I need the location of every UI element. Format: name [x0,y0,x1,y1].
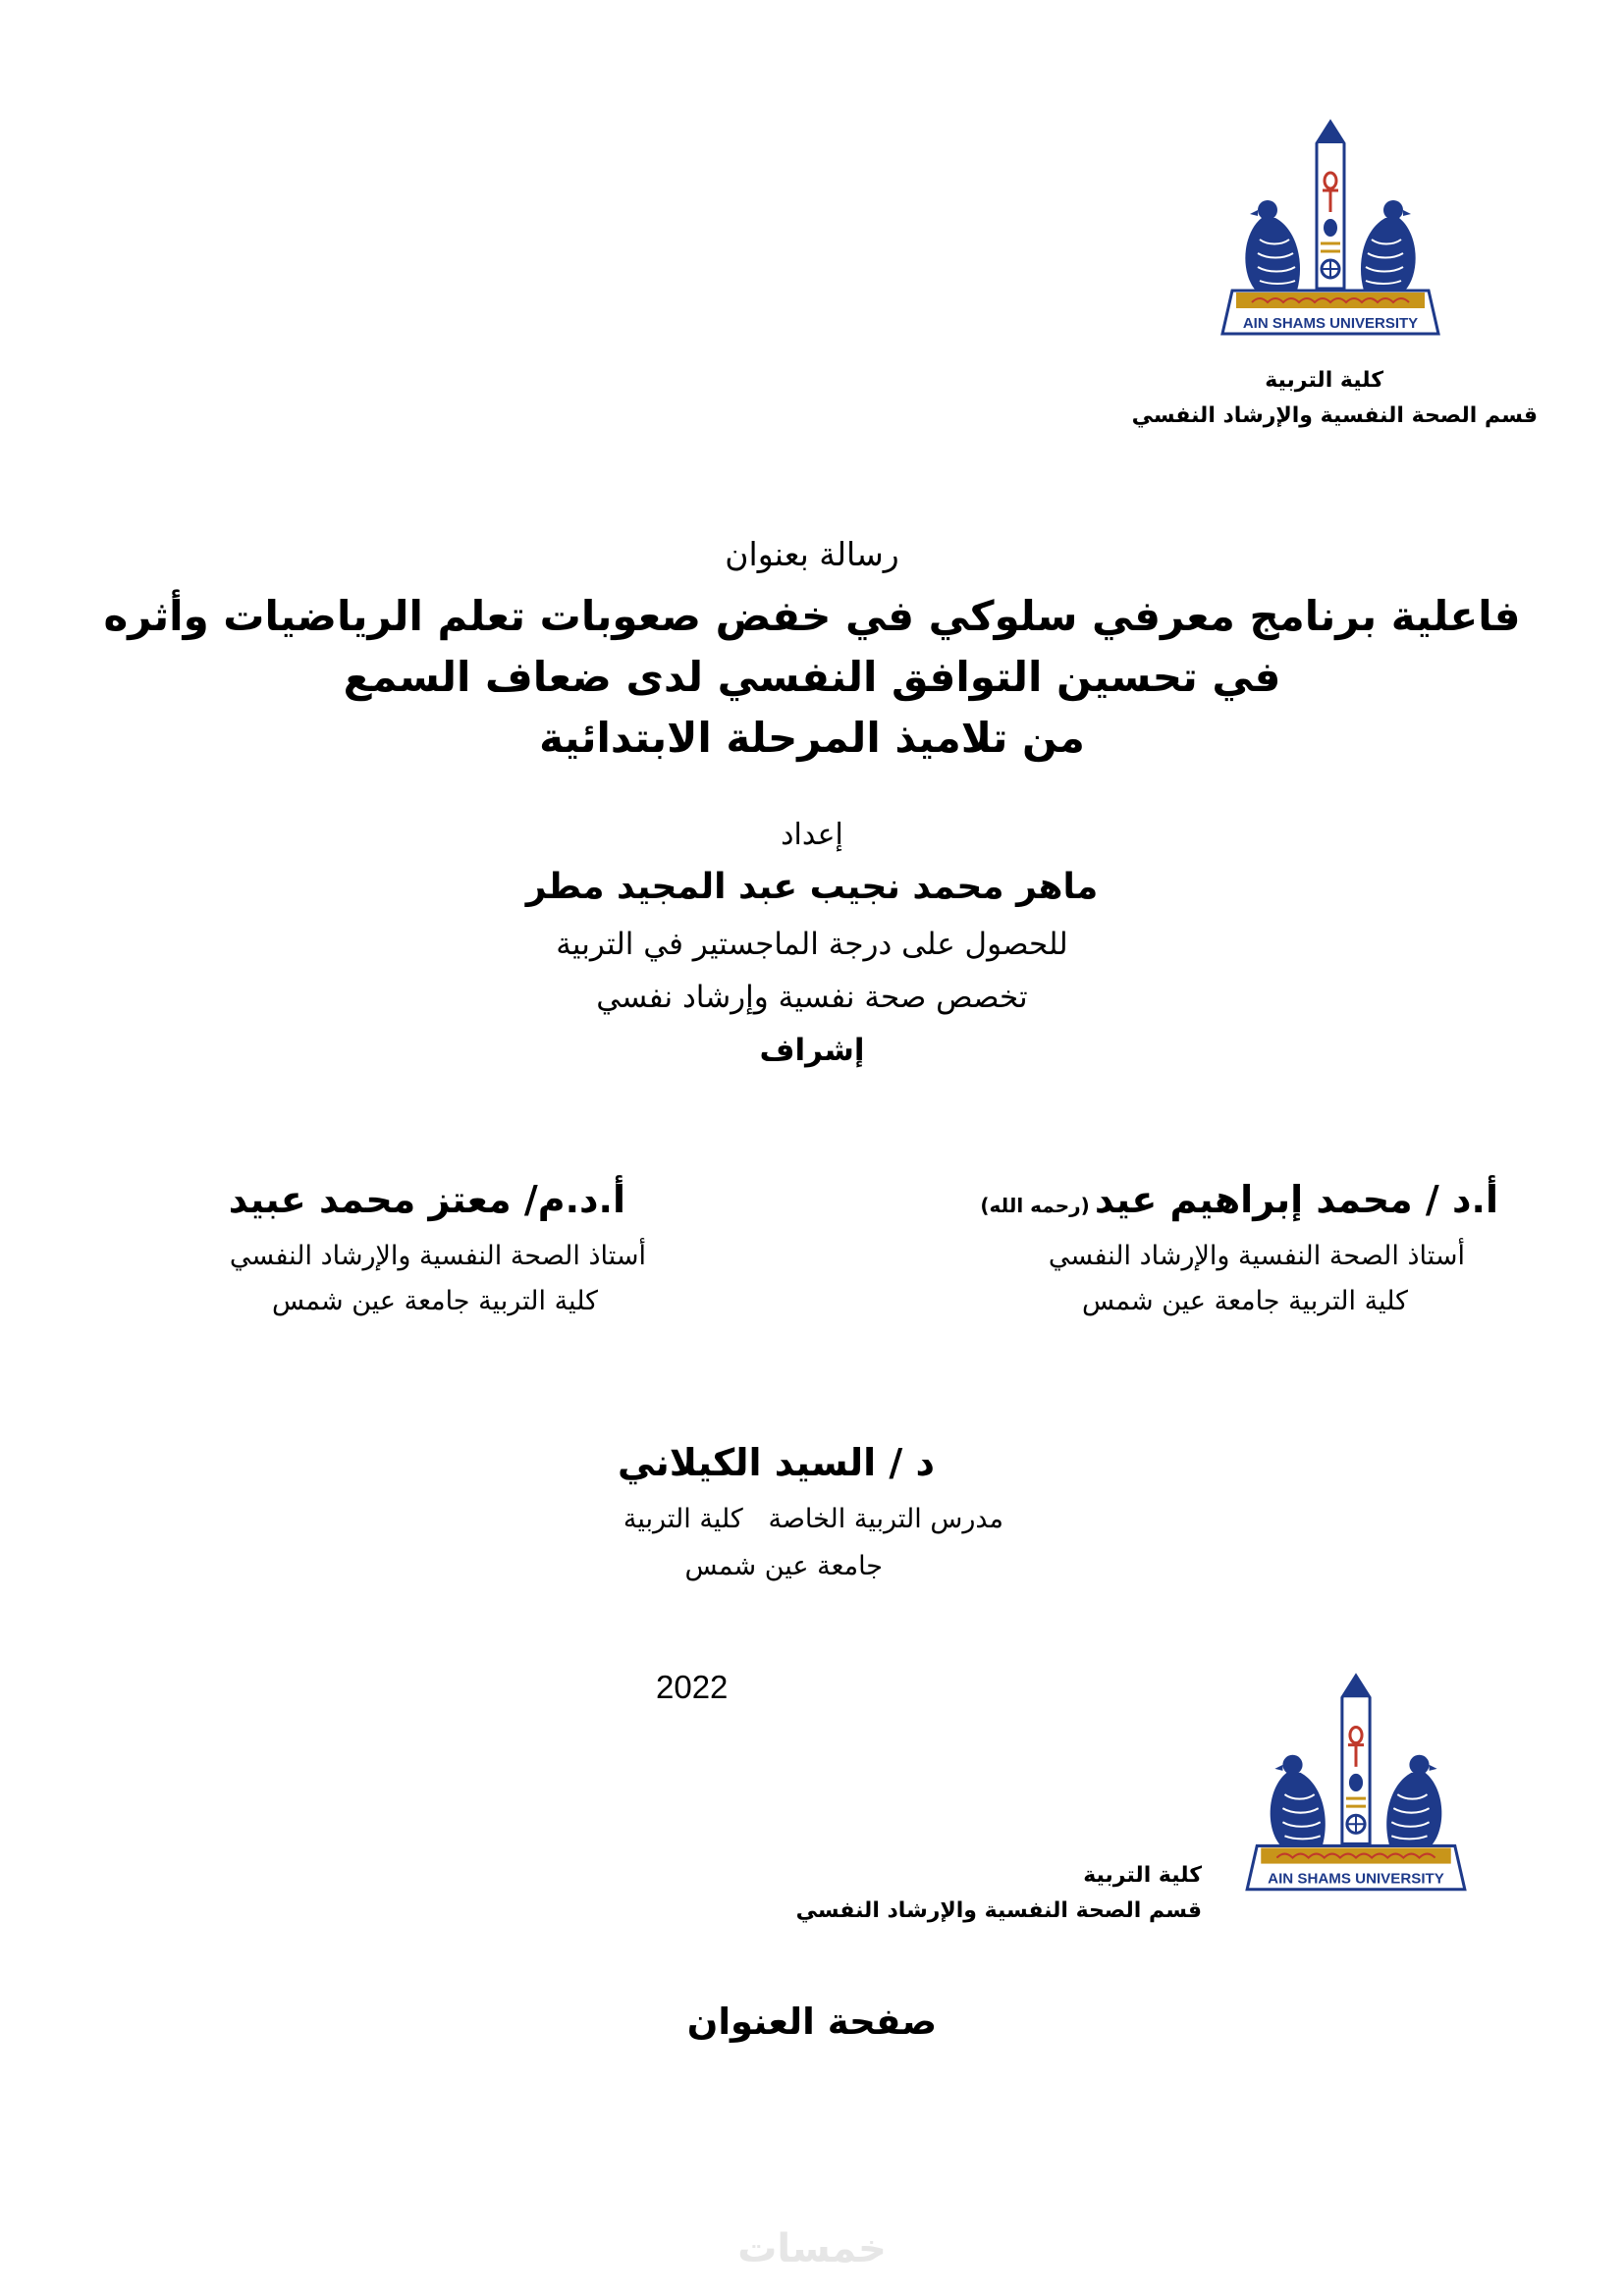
supervisor-3-institution: جامعة عين شمس [684,1551,883,1581]
supervisor-1-name: أ.د / محمد إبراهيم عيد [1094,1178,1498,1221]
university-logo-footer [1227,1669,1485,1908]
supervisor-1-note: (رحمه الله) [980,1194,1090,1217]
thesis-title-line-1: فاعلية برنامج معرفي سلوكي في خفض صعوبات تعلم الرياضيات وأثره [103,592,1521,640]
supervision-label: إشراف [759,1033,865,1068]
degree-text: للحصول على درجة الماجستير في التربية [556,927,1068,962]
footer-department: قسم الصحة النفسية والإرشاد النفسي [795,1898,1202,1923]
university-logo [1203,115,1458,352]
header-faculty: كلية التربية [1265,368,1383,393]
logo-text: AIN SHAMS UNIVERSITY [1242,315,1419,332]
supervisor-2-title: أستاذ الصحة النفسية والإرشاد النفسي [229,1241,646,1271]
supervisor-2-institution: كلية التربية جامعة عين شمس [271,1286,598,1316]
supervisor-1-title: أستاذ الصحة النفسية والإرشاد النفسي [1048,1241,1465,1271]
supervisor-1-name-line [980,1178,1498,1221]
specialization-text: تخصص صحة نفسية وإرشاد نفسي [596,980,1028,1015]
supervisor-3-name: د / السيد الكيلاني [618,1441,935,1484]
prepared-by-label: إعداد [781,818,843,852]
supervisor-3-title: مدرس التربية الخاصة كلية التربية [623,1504,1003,1534]
supervisor-2-name: أ.د.م/ معتز محمد عبيد [228,1178,625,1221]
thesis-title-line-3: من تلاميذ المرحلة الابتدائية [539,714,1085,762]
logo-text-footer: AIN SHAMS UNIVERSITY [1268,1870,1444,1888]
year: 2022 [656,1669,729,1705]
title-intro: رسالة بعنوان [725,535,899,573]
header-department: قسم الصحة النفسية والإرشاد النفسي [1131,403,1538,428]
page-label: صفحة العنوان [686,2001,938,2043]
supervisor-1-institution: كلية التربية جامعة عين شمس [1081,1286,1408,1316]
watermark: خمسات [737,2226,887,2271]
thesis-title-line-2: في تحسين التوافق النفسي لدى ضعاف السمع [343,653,1281,701]
author-name: ماهر محمد نجيب عبد المجيد مطر [525,867,1099,907]
footer-faculty: كلية التربية [1083,1863,1202,1888]
